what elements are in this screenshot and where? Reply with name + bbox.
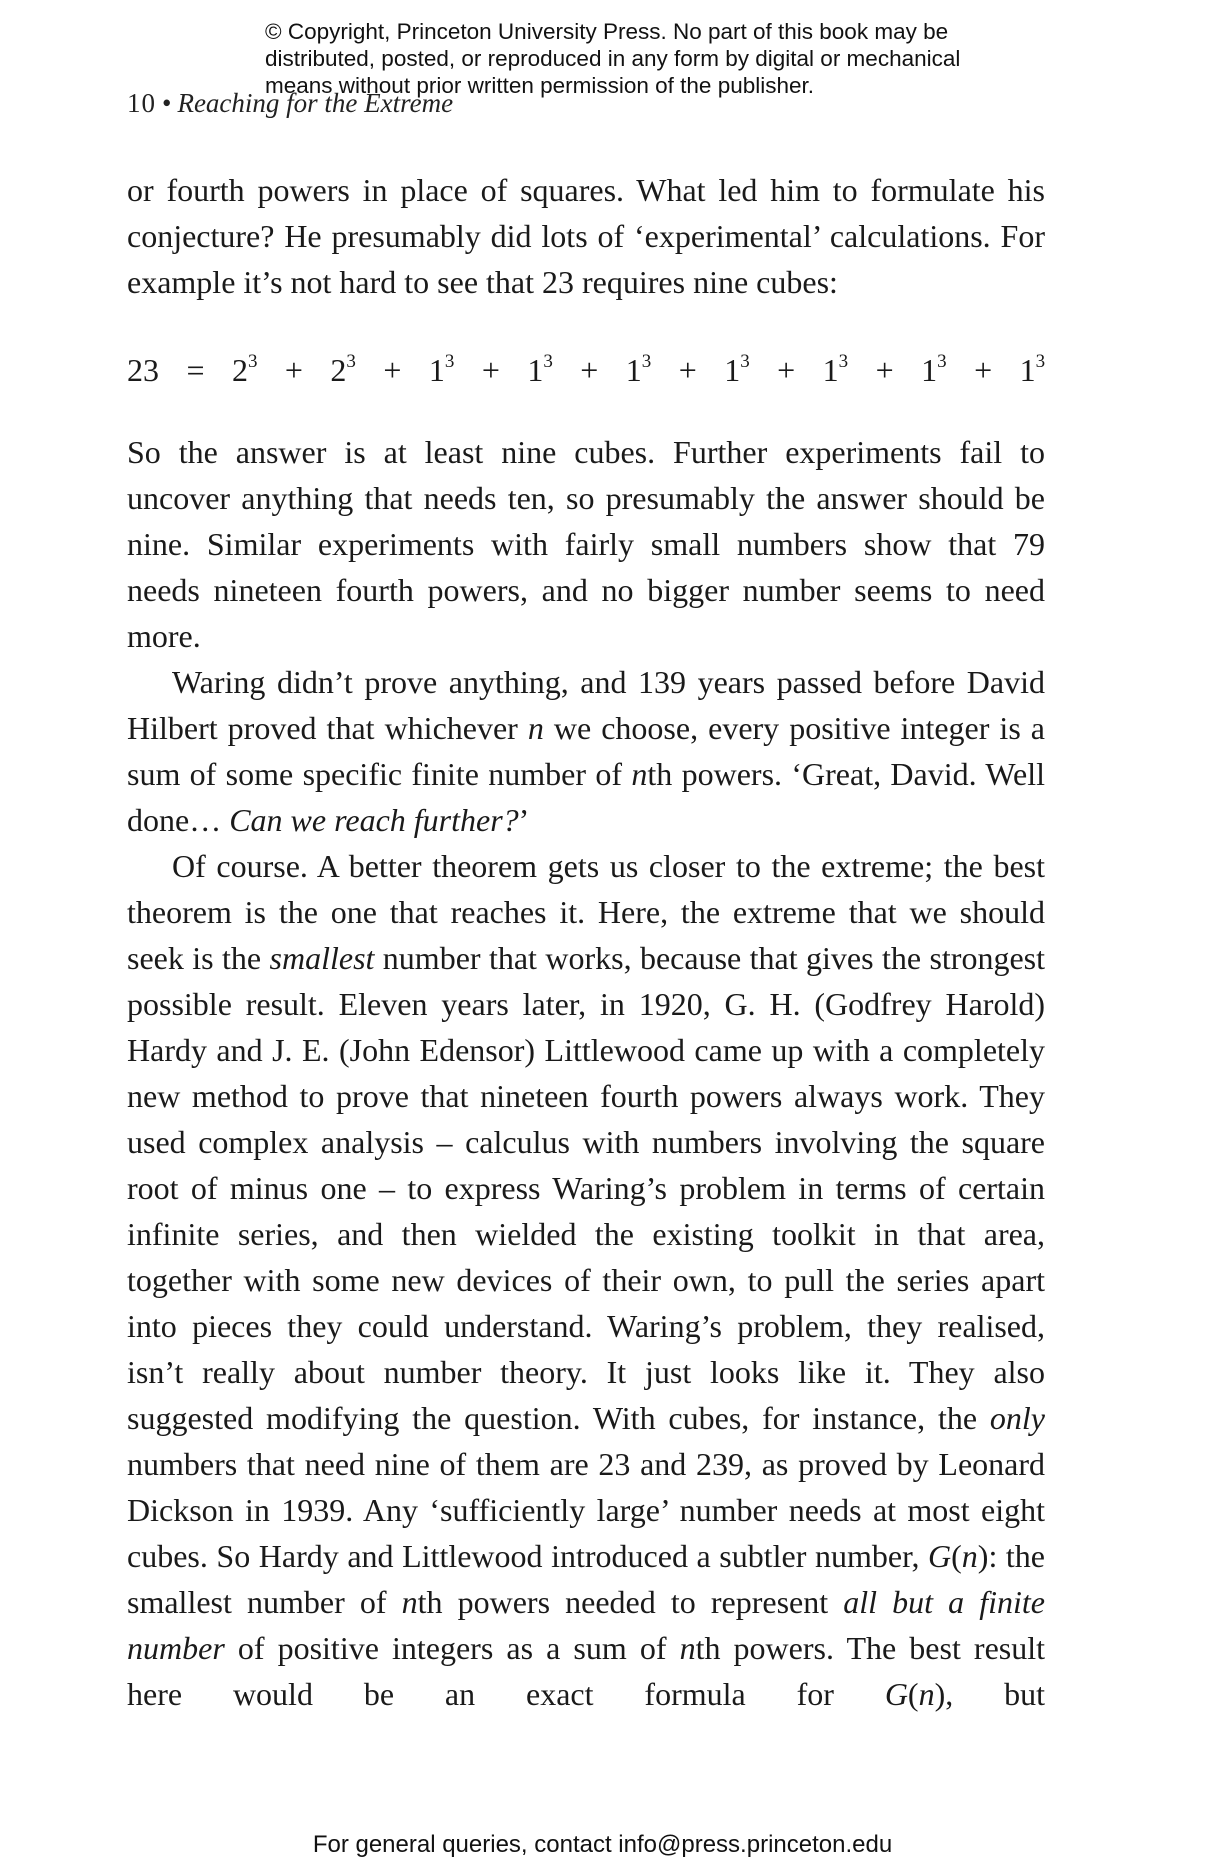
equation-lhs: 23 = <box>127 352 205 388</box>
page-number: 10 <box>127 88 156 118</box>
running-head <box>127 88 453 119</box>
equation-term: $1^3$ <box>822 351 849 388</box>
equation <box>127 347 1045 393</box>
copyright-line-3: means without prior written permission of the publisher. <box>265 73 815 98</box>
plus-sign: + <box>481 352 500 388</box>
separator-dot: • <box>162 88 172 118</box>
equation-term: $1^3$ <box>921 351 947 388</box>
body-text <box>127 167 1045 1717</box>
footer-contact: For general queries, contact info@press.princeton.edu <box>312 1831 893 1858</box>
chapter-title: Reaching for the Extreme <box>177 88 454 118</box>
paragraph-1: or fourth powers in place of squares. What led him to formulate his conjecture? He presumably did lots of ‘experimental’ calculations. For example it’s not hard to see that 23 requires nine cubes: <box>127 172 1045 300</box>
paragraph-3: Waring didn’t prove anything, and 139 years passed before David Hilbert proved that whichever n we choose, every positive integer is a sum of some specific finite number of nth powers. ‘Great, David. Well done… Can we reach further?’ <box>127 664 1046 838</box>
paragraph-2: So the answer is at least nine cubes. Further experiments fail to uncover anything that needs ten, so presumably the answer should be nine. Similar experiments with fairly small numbers show that 79 needs nineteen fourth powers, and no bigger number seems to need more. <box>127 434 1045 654</box>
copyright-line-1: © Copyright, Princeton University Press. No part of this book may be <box>265 19 949 44</box>
plus-sign: + <box>383 352 402 388</box>
equation-term: $1^3$ <box>724 351 750 388</box>
plus-sign: + <box>974 352 993 388</box>
plus-sign: + <box>875 352 894 388</box>
equation-term: $2^3$ <box>330 351 356 388</box>
plus-sign: + <box>678 352 697 388</box>
paragraph-4: Of course. A better theorem gets us closer to the extreme; the best theorem is the one that reaches it. Here, the extreme that we should seek is the smallest number that works, because that gives the strongest possible result. Eleven years later, in 1920, G. H. (Godfrey Harold) Hardy and J. E. (John Edensor) Littlewood came up with a completely new method to prove that nineteen fourth powers always work. They used complex analysis – calculus with numbers involving the square root of minus one – to express Waring’s problem in terms of certain infinite series, and then wielded the existing toolkit in that area, together with some new devices of their own, to pull the series apart into pieces they could understand. Waring’s problem, they realised, isn’t really about number theory. It just looks like it. They also suggested modifying the question. With cubes, for instance, the only numbers that need nine of them are 23 and 239, as proved by Leonard Dickson in 1939. Any ‘sufficiently large’ number needs at most eight cubes. So Hardy and Littlewood introduced a subtler number, G(n): the smallest number of nth powers needed to represent all but a finite number of positive integers as a sum of nth powers. The best result here would be an exact formula for G(n), but <box>127 848 1046 1712</box>
copyright-line-2: distributed, posted, or reproduced in any form by digital or mechanical <box>265 46 961 71</box>
equation-term: $1^3$ <box>1019 351 1046 388</box>
copyright-notice <box>265 18 1025 99</box>
equation-term: $1^3$ <box>527 351 553 388</box>
plus-sign: + <box>284 352 303 388</box>
equation-term: $2^3$ <box>231 351 258 388</box>
plus-sign: + <box>580 352 599 388</box>
equation-term: $1^3$ <box>428 351 455 388</box>
equation-term: $1^3$ <box>625 351 652 388</box>
plus-sign: + <box>777 352 796 388</box>
